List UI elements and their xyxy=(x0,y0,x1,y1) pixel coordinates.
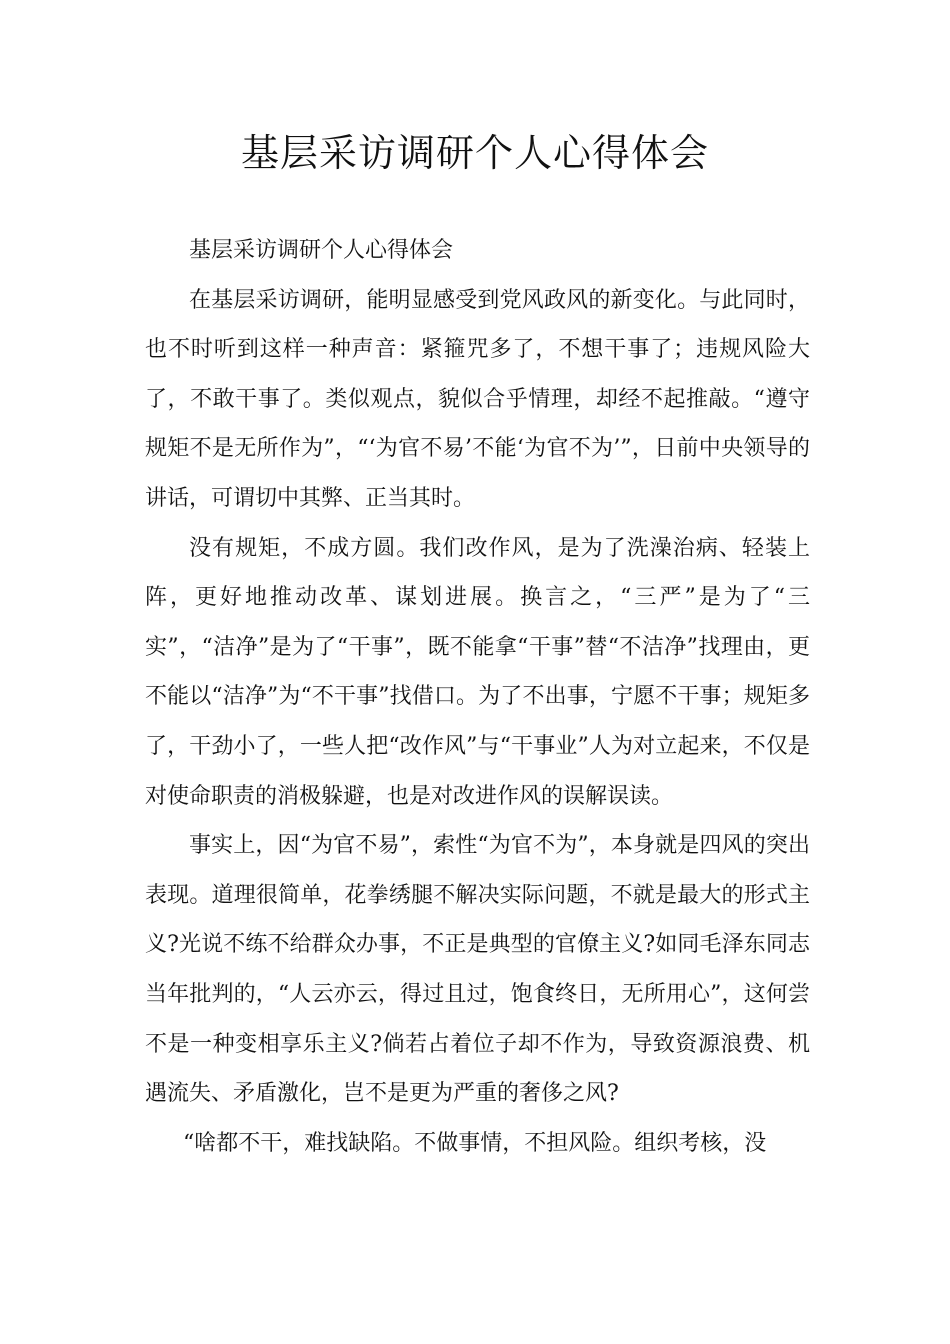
paragraph-1: 在基层采访调研，能明显感受到党风政风的新变化。与此同时，也不时听到这样一种声音：紧箍咒多了，不想干事了；违规风险大了，不敢干事了。类似观点，貌似合乎情理，却经不起推敲。“遵守规矩不是无所作为”，“‘为官不易’不能‘为官不为’”，日前中央领导的讲话，可谓切中其弊、正当其时。 xyxy=(145,287,810,511)
document-body xyxy=(145,226,810,1168)
document-title: 基层采访调研个人心得体会 xyxy=(240,131,709,175)
paragraph-2: 没有规矩，不成方圆。我们改作风，是为了洗澡治病、轻装上阵，更好地推动改革、谋划进展。换言之，“三严”是为了“三实”，“洁净”是为了“干事”，既不能拿“干事”替“不洁净”找理由，更不能以“洁净”为“不干事”找借口。为了不出事，宁愿不干事；规矩多了，干劲小了，一些人把“改作风”与“干事业”人为对立起来，不仅是对使命职责的消极躲避，也是对改进作风的误解误读。 xyxy=(145,535,810,809)
paragraph-subtitle: 基层采访调研个人心得体会 xyxy=(189,238,454,263)
paragraph-3: 事实上，因“为官不易”，索性“为官不为”，本身就是四风的突出表现。道理很简单，花拳绣腿不解决实际问题，不就是最大的形式主义?光说不练不给群众办事，不正是典型的官僚主义?如同毛泽东同志当年批判的，“人云亦云，得过且过，饱食终日，无所用心”，这何尝不是一种变相享乐主义?倘若占着位子却不作为，导致资源浪费、机遇流失、矛盾激化，岂不是更为严重的奢侈之风? xyxy=(145,833,810,1107)
paragraph-4: “啥都不干，难找缺陷。不做事情，不担风险。组织考核，没 xyxy=(183,1130,767,1156)
